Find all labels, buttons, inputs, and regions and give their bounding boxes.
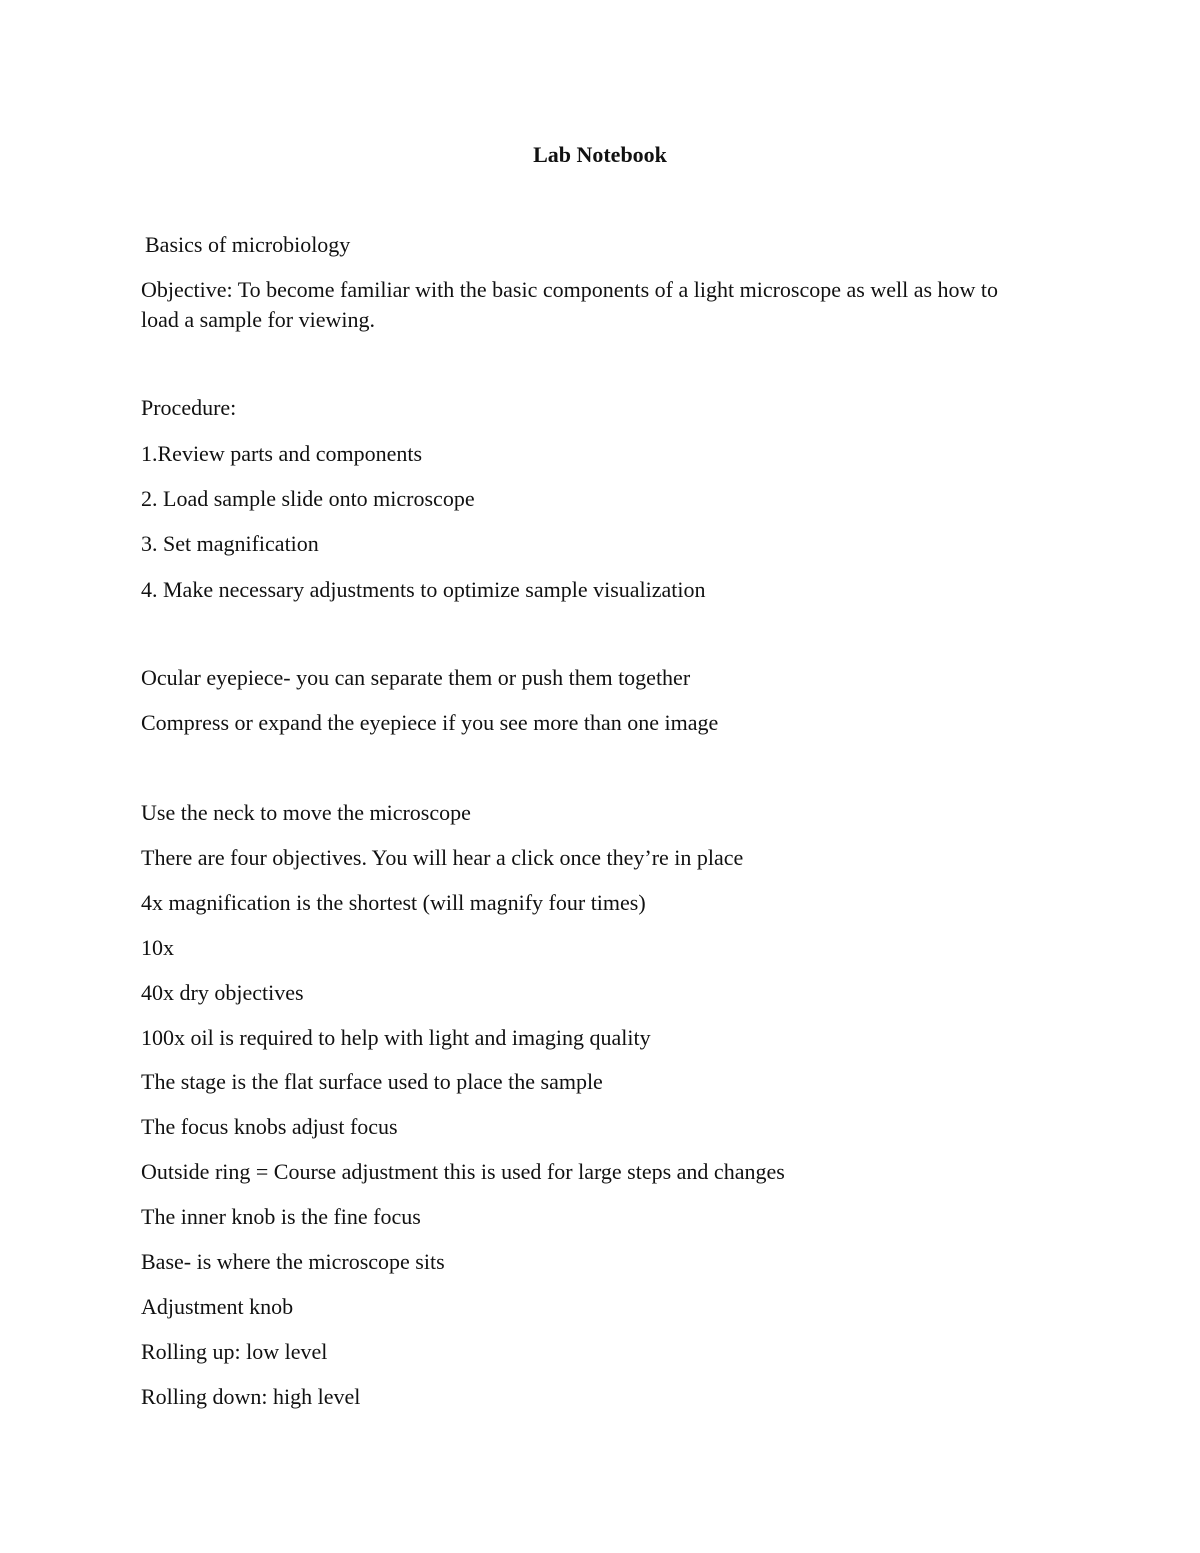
eyepiece-note: Compress or expand the eyepiece if you see more than one image [141, 710, 719, 735]
note-line: The focus knobs adjust focus [141, 1114, 398, 1139]
note-line: Rolling up: low level [141, 1339, 328, 1364]
page-title: Lab Notebook [533, 142, 667, 167]
eyepiece-note: Ocular eyepiece- you can separate them or push them together [141, 665, 691, 690]
note-line: Base- is where the microscope sits [141, 1249, 445, 1274]
note-line: The stage is the flat surface used to place the sample [141, 1069, 603, 1094]
note-line: There are four objectives. You will hear a click once they’re in place [141, 845, 744, 870]
note-line: 100x oil is required to help with light and imaging quality [141, 1025, 651, 1050]
note-line: Use the neck to move the microscope [141, 800, 471, 825]
note-line: Adjustment knob [141, 1294, 294, 1319]
objective-line-1: Objective: To become familiar with the basic components of a light microscope as well as how to [141, 277, 999, 302]
note-line: Outside ring = Course adjustment this is used for large steps and changes [141, 1159, 785, 1184]
procedure-step: 1.Review parts and components [141, 441, 423, 466]
objective-line-2: load a sample for viewing. [141, 307, 375, 332]
note-line: 40x dry objectives [141, 980, 304, 1005]
procedure-heading: Procedure: [141, 395, 237, 420]
procedure-step: 4. Make necessary adjustments to optimize sample visualization [141, 577, 706, 602]
note-line: The inner knob is the fine focus [141, 1204, 421, 1229]
note-line: Rolling down: high level [141, 1384, 361, 1409]
procedure-step: 2. Load sample slide onto microscope [141, 486, 475, 511]
procedure-step: 3. Set magnification [141, 531, 319, 556]
note-line: 4x magnification is the shortest (will magnify four times) [141, 890, 646, 915]
note-line: 10x [141, 935, 174, 960]
section-subtitle: Basics of microbiology [145, 232, 351, 257]
